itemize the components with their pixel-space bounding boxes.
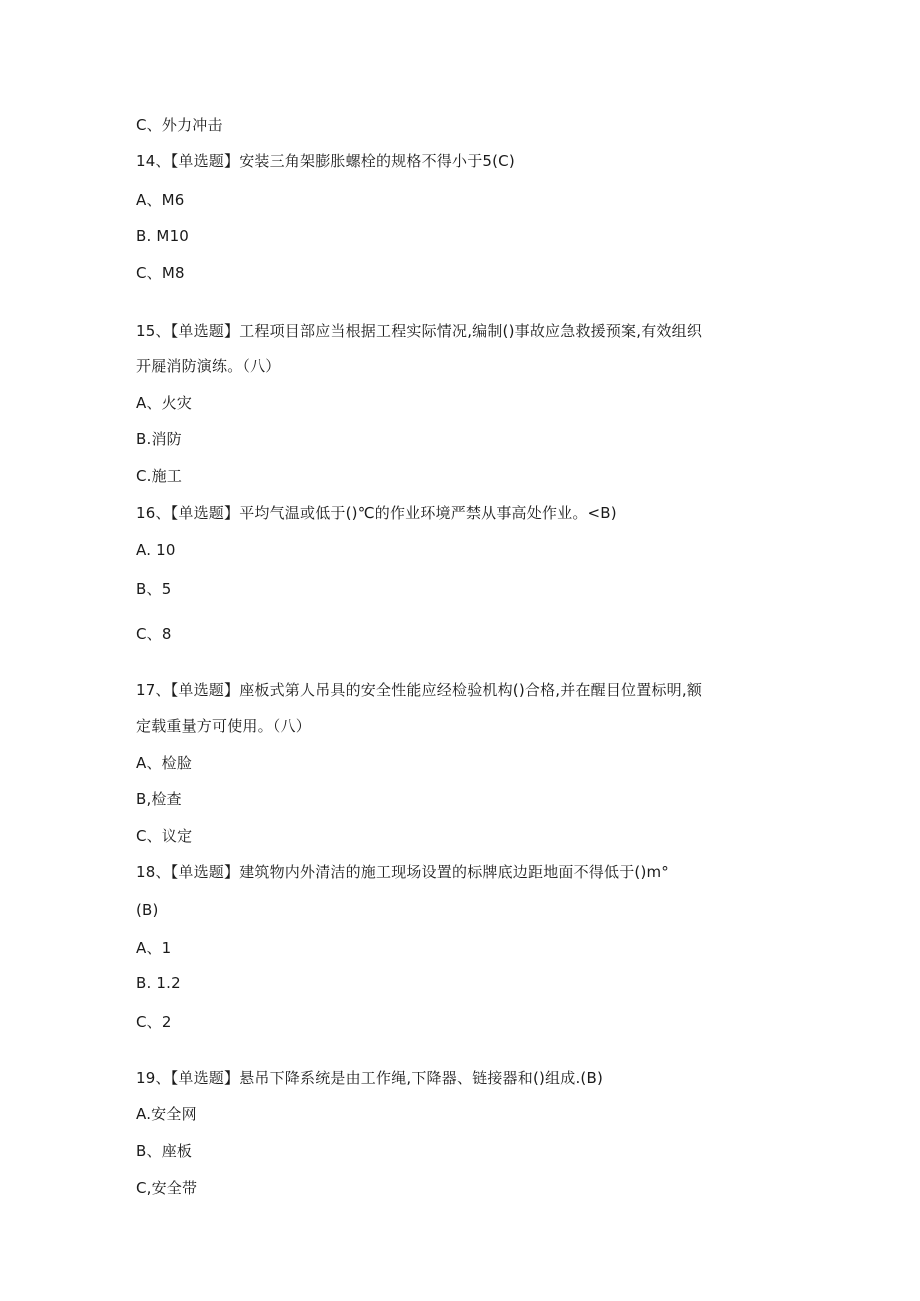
option-19a: A.安全网 [136, 1105, 197, 1123]
question-19: 19、【单选题】悬吊下降系统是由工作绳,下降器、链接器和()组成.(B) [136, 1069, 604, 1087]
option-17c: C、议定 [136, 827, 193, 845]
option-14b: B. M10 [136, 227, 190, 245]
question-14: 14、【单选题】安装三角架膨胀螺栓的规格不得小于5(C) [136, 152, 515, 170]
option-14c: C、M8 [136, 264, 185, 282]
question-18-line2: (B) [136, 901, 159, 919]
option-18b: B. 1.2 [136, 974, 181, 992]
question-17-line2: 定载重量方可使用。（八） [136, 717, 311, 735]
question-15-line1: 15、【单选题】工程项目部应当根据工程实际情况,编制()事故应急救援预案,有效组织 [136, 322, 703, 340]
option-15b: B.消防 [136, 430, 182, 448]
option-16a: A. 10 [136, 541, 176, 559]
option-19c: C,安全带 [136, 1179, 198, 1197]
option-14a: A、M6 [136, 191, 185, 209]
option-18a: A、1 [136, 939, 172, 957]
option-15c: C.施工 [136, 467, 183, 485]
question-16: 16、【单选题】平均气温或低于()℃的作业环境严禁从事高处作业。<B) [136, 504, 617, 522]
option-15a: A、火灾 [136, 394, 193, 412]
option-13c: C、外力冲击 [136, 116, 223, 134]
option-16c: C、8 [136, 625, 172, 643]
option-17b: B,检查 [136, 790, 182, 808]
option-18c: C、2 [136, 1013, 172, 1031]
option-19b: B、座板 [136, 1142, 193, 1160]
option-16b: B、5 [136, 580, 172, 598]
question-18-line1: 18、【单选题】建筑物内外清洁的施工现场设置的标牌底边距地面不得低于()m° [136, 863, 670, 881]
question-17-line1: 17、【单选题】座板式第人吊具的安全性能应经检验机构()合格,并在醒目位置标明,额 [136, 681, 703, 699]
question-15-line2: 开屣消防演练。（八） [136, 357, 281, 375]
option-17a: A、检脸 [136, 754, 193, 772]
